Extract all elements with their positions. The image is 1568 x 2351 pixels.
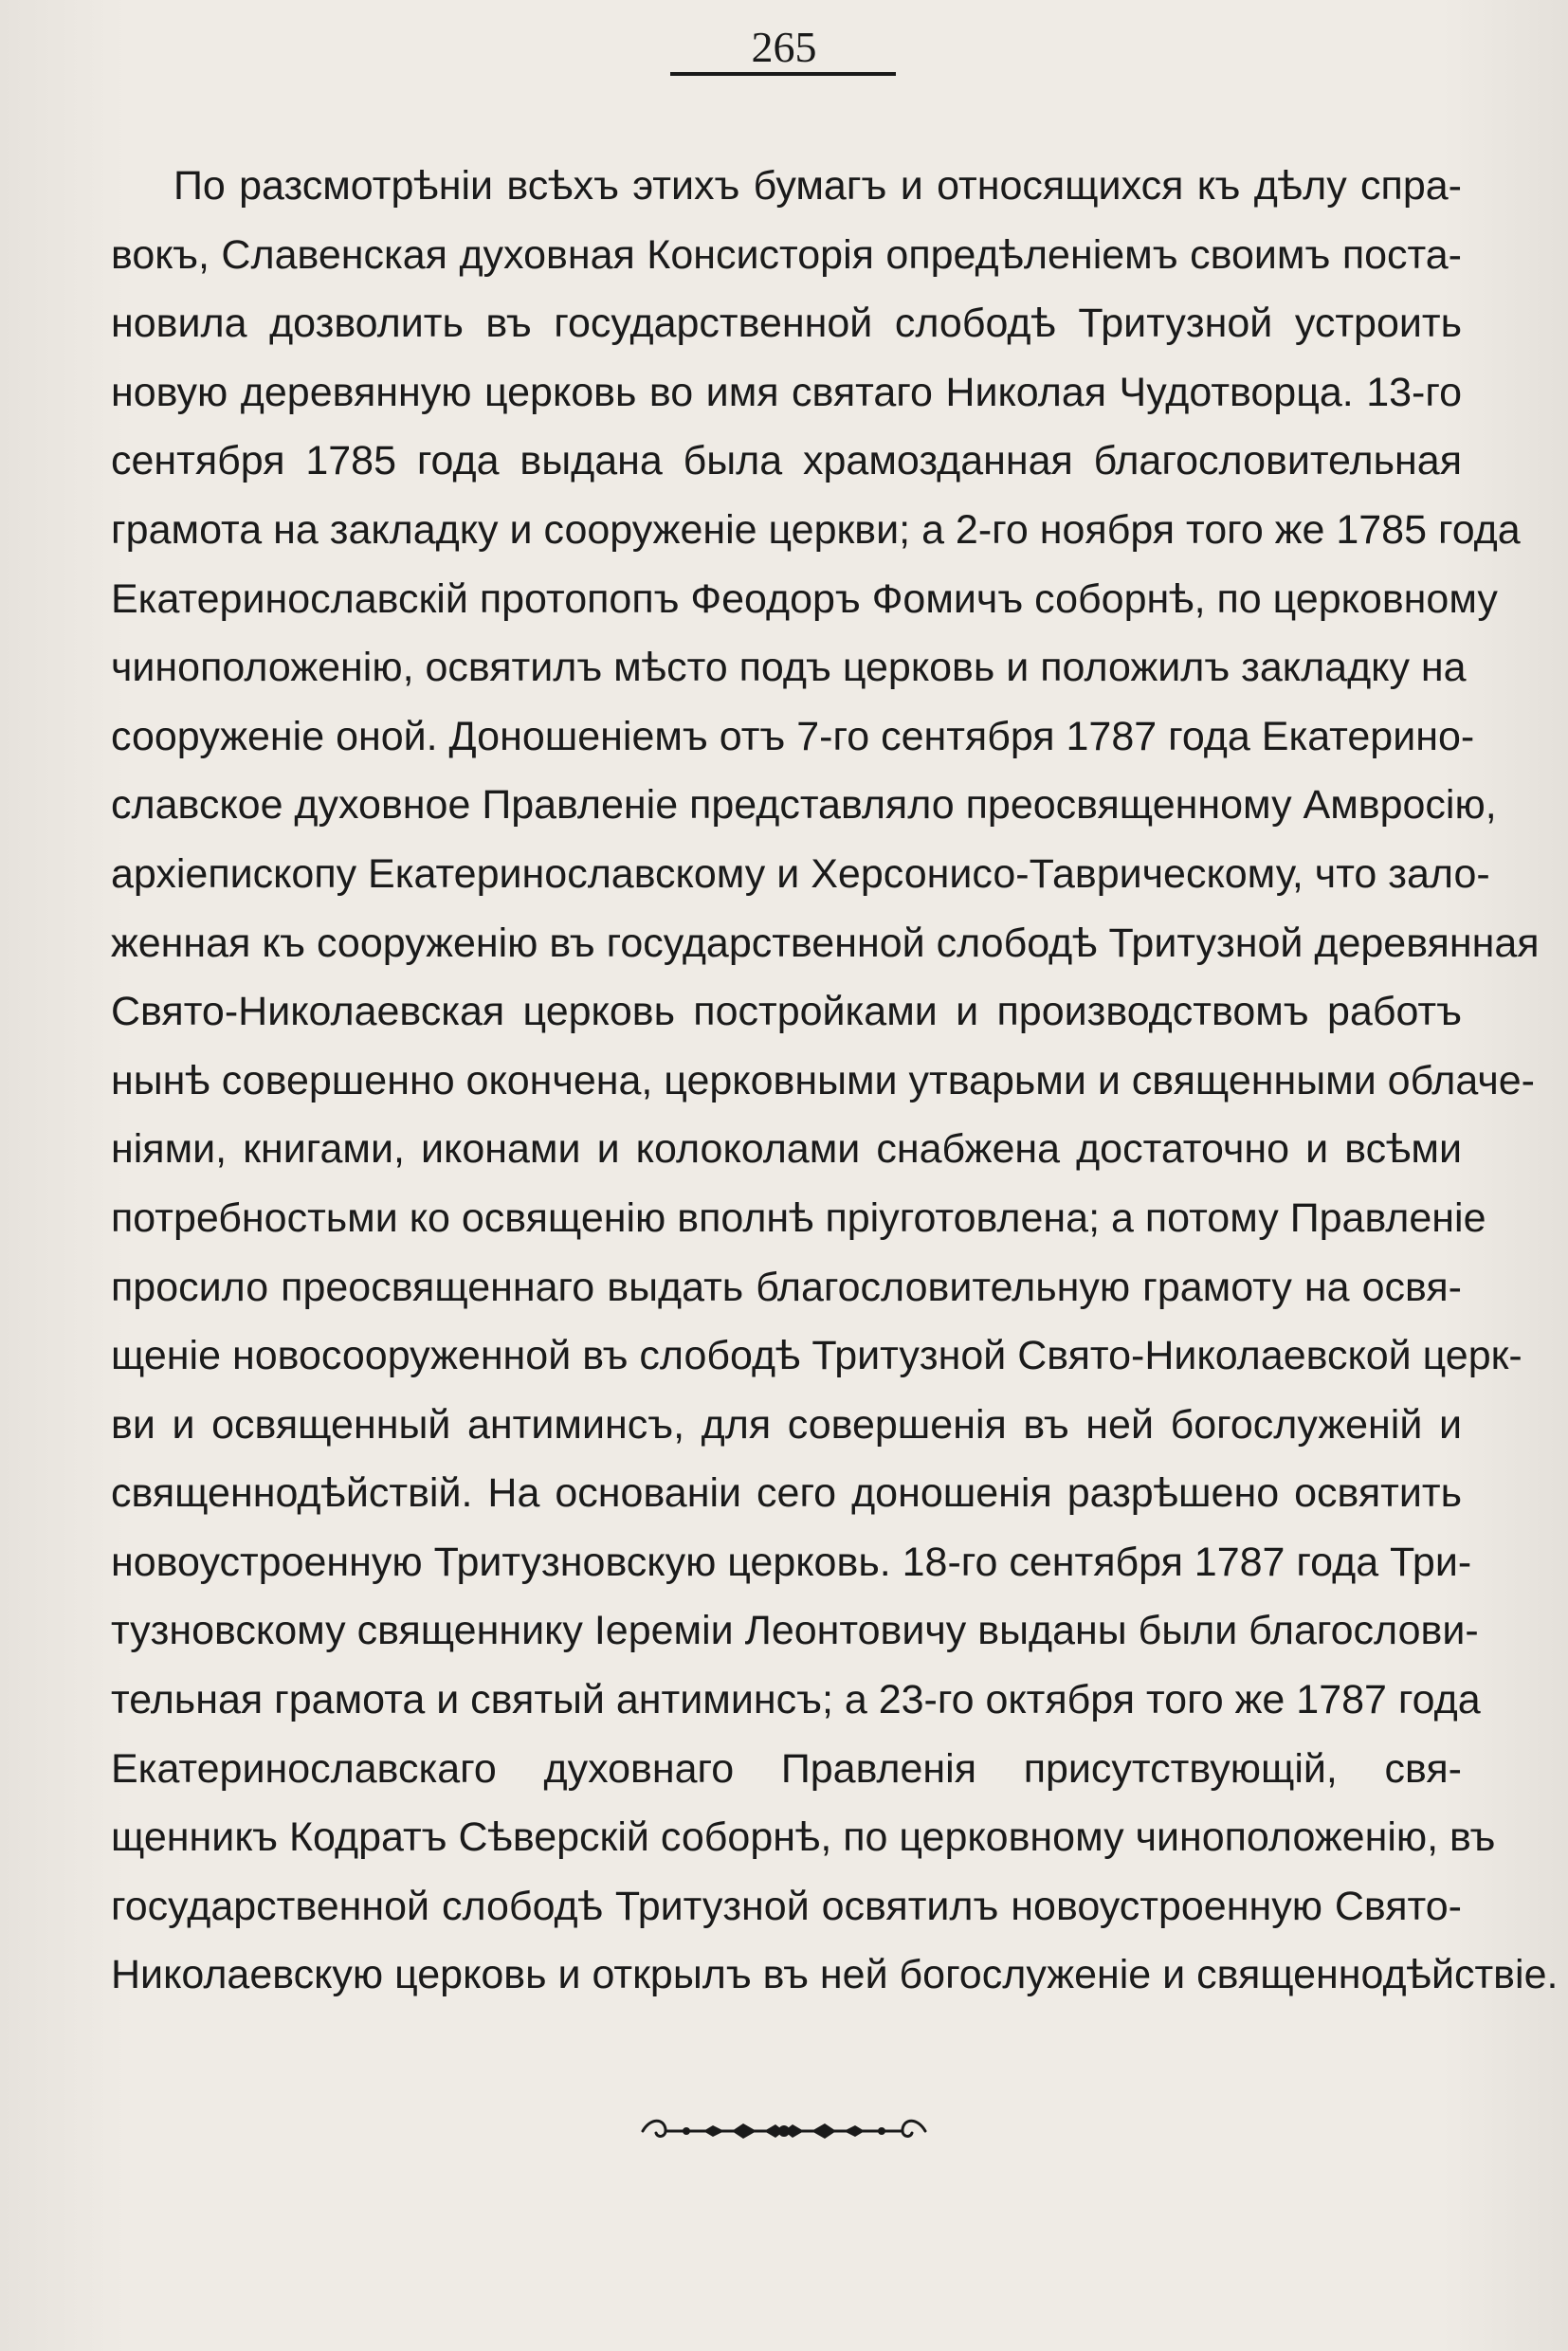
- decorative-tailpiece-icon: [637, 2105, 931, 2158]
- text-line: новую деревянную церковь во имя святаго Николая Чудотворца. 13-го: [111, 369, 1462, 415]
- text-line: тельная грамота и святый антиминсъ; а 23-го октября того же 1787 года: [111, 1677, 1481, 1723]
- text-line: государственной слободѣ Тритузной освятилъ новоустроенную Свято-: [111, 1883, 1462, 1929]
- text-line: сооруженіе оной. Доношеніемъ отъ 7-го сентября 1787 года Екатерино-: [111, 713, 1475, 759]
- text-line: женная къ сооруженію въ государственной слободѣ Тритузной деревянная: [111, 920, 1540, 966]
- text-line: Екатеринославскій протопопъ Феодоръ Фомичъ соборнѣ, по церковному: [111, 575, 1498, 622]
- text-line: чиноположенію, освятилъ мѣсто подъ церковь и положилъ закладку на: [111, 645, 1467, 691]
- text-line: Екатеринославскаго духовнаго Правленія присутствующій, свя-: [111, 1745, 1462, 1792]
- text-line: ніями, книгами, иконами и колоколами снабжена достаточно и всѣми: [111, 1126, 1462, 1173]
- text-line: архіепископу Екатеринославскому и Херсонисо-Таврическому, что зало-: [111, 850, 1490, 897]
- text-line: сентября 1785 года выдана была храмозданная благословительная: [111, 438, 1462, 484]
- text-line: вокъ, Славенская духовная Консисторія опредѣленіемъ своимъ поста-: [111, 231, 1462, 278]
- text-line: потребностьми ко освященію вполнѣ пріуготовлена; а потому Правленіе: [111, 1194, 1486, 1241]
- text-line: щенникъ Кодратъ Сѣверскій соборнѣ, по церковному чиноположенію, въ: [111, 1814, 1496, 1861]
- text-line: нынѣ совершенно окончена, церковными утварьми и священными облаче-: [111, 1057, 1535, 1103]
- text-line: просило преосвященнаго выдать благословительную грамоту на освя-: [111, 1264, 1462, 1310]
- header-rule: [670, 72, 896, 76]
- text-line: тузновскому священнику Іереміи Леонтовичу выданы были благослови-: [111, 1608, 1479, 1654]
- body-paragraph: [111, 152, 1559, 2010]
- page-number: 265: [751, 23, 817, 71]
- text-line: новила дозволить въ государственной слободѣ Тритузной устроить: [111, 301, 1462, 347]
- text-line: священнодѣйствій. На основаніи сего доношенія разрѣшено освятить: [111, 1470, 1462, 1517]
- text-line: новоустроенную Тритузновскую церковь. 18-го сентября 1787 года Три-: [111, 1539, 1472, 1585]
- text-line: По разсмотрѣніи всѣхъ этихъ бумагъ и относящихся къ дѣлу спра-: [173, 163, 1462, 209]
- text-line: щеніе новосооруженной въ слободѣ Тритузной Свято-Николаевской церк-: [111, 1333, 1522, 1379]
- text-line: Николаевскую церковь и открылъ въ ней богослуженіе и священнодѣйствіе.: [111, 1952, 1559, 1998]
- text-line: грамота на закладку и сооруженіе церкви; а 2-го ноября того же 1785 года: [111, 506, 1521, 553]
- text-line: ви и освященный антиминсъ, для совершенія въ ней богослуженій и: [111, 1401, 1462, 1448]
- text-line: Свято-Николаевская церковь постройками и производствомъ работъ: [111, 989, 1462, 1035]
- text-line: славское духовное Правленіе представляло преосвященному Амвросію,: [111, 782, 1497, 829]
